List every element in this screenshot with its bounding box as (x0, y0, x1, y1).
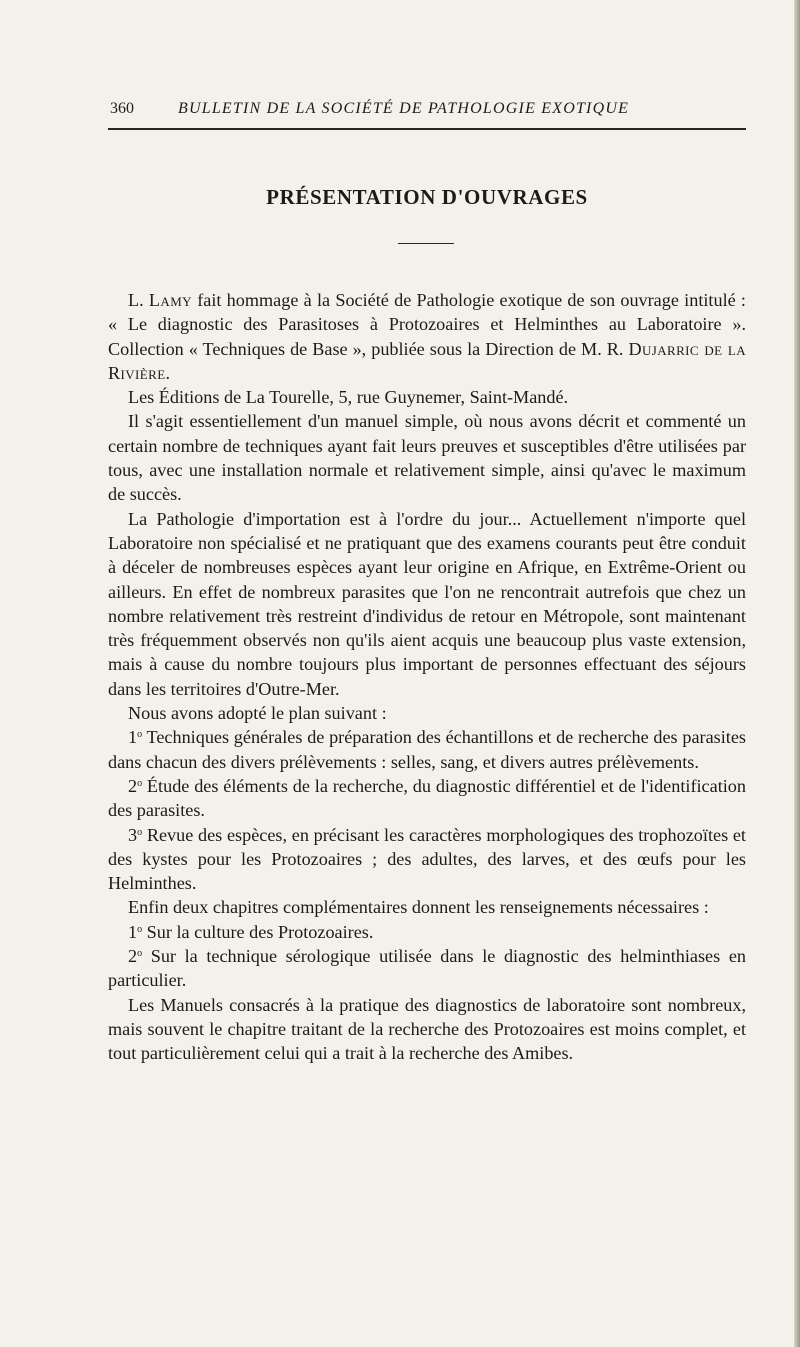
paragraph-conclusion: Les Manuels consacrés à la pratique des diagnostics de laboratoire sont nombreux, mais souvent le chapitre traitant de la recherche des Protozoaires est moins complet, et tout particulièrement celui qui a trait à la recherche des Amibes. (108, 994, 746, 1064)
paragraph-intro (108, 288, 746, 385)
intro-text: fait hommage à la Société de Pathologie exotique de son ouvrage intitulé : « Le diagnostic des Parasitoses à Protozoaires et Helminthes au Laboratoire ». Collection « Techniques de Base », publiée sous la Direction de M. R. (108, 290, 746, 359)
item-ordinal: o (137, 729, 143, 741)
page-edge-shadow (794, 0, 800, 1347)
item-text: Sur la culture des Protozoaires. (142, 921, 374, 942)
running-title: BULLETIN DE LA SOCIÉTÉ DE PATHOLOGIE EXOTIQUE (178, 100, 630, 117)
paragraph-context: La Pathologie d'importation est à l'ordre du jour... Actuellement n'importe quel Laboratoire non spécialisé et ne pratiquant que des examens courants peut être conduit à déceler de nombreuses espèces ayant leur origine en Afrique, en Extrême-Orient ou ailleurs. En effet de nombreux parasites que l'on ne rencontrait autrefois que chez un nombre relativement très restreint d'individus de retour en Métropole, sont maintenant très fréquemment observés non qu'ils aient acquis une beaucoup plus vaste extension, mais à cause du nombre toujours plus important de personnes effectuant des séjours dans les territoires d'Outre-Mer. (108, 508, 746, 699)
supplement-item (108, 920, 746, 944)
item-text: Sur la technique sérologique utilisée dans le diagnostic des helminthiases en particulier. (108, 946, 746, 991)
item-text: Étude des éléments de la recherche, du diagnostic différentiel et de l'identification des parasites. (108, 775, 746, 821)
article-body (108, 288, 746, 1066)
item-ordinal: o (137, 923, 143, 935)
item-ordinal: o (137, 777, 143, 789)
item-number: 2 (128, 775, 138, 796)
item-number: 2 (128, 946, 138, 967)
paragraph-publisher: Les Éditions de La Tourelle, 5, rue Guynemer, Saint-Mandé. (128, 387, 569, 408)
header-rule (108, 128, 746, 130)
item-text: Revue des espèces, en précisant les caractères morphologiques des trophozoïtes et des kystes pour les Protozoaires ; des adultes, des larves, et des œufs pour les Helminthes. (108, 824, 746, 894)
item-ordinal: o (137, 948, 143, 960)
author-name: Lamy (148, 290, 192, 310)
section-title: PRÉSENTATION D'OUVRAGES (266, 185, 588, 209)
item-text: Techniques générales de préparation des échantillons et de recherche des parasites dans chacun des divers prélèvements : selles, sang, et divers autres prélèvements. (108, 727, 746, 772)
paragraph-supplements: Enfin deux chapitres complémentaires donnent les renseignements nécessaires : (128, 897, 709, 918)
plan-item (108, 774, 746, 823)
intro-end: . (165, 362, 171, 383)
paragraph-description: Il s'agit essentiellement d'un manuel simple, où nous avons décrit et commenté un certain nombre de techniques ayant fait leurs preuves et susceptibles d'être utilisées par tous, avec une installation normale et relativement simple, ainsi qu'avec le maximum de succès. (108, 411, 746, 505)
item-number: 3 (128, 824, 138, 845)
item-number: 1 (128, 727, 138, 748)
page-number: 360 (110, 100, 134, 117)
plan-item (108, 725, 746, 774)
director-name: Dujarric de la Rivière (108, 338, 746, 383)
title-divider (398, 243, 454, 244)
plan-item (108, 823, 746, 896)
supplement-item (108, 944, 746, 993)
item-ordinal: o (137, 826, 143, 838)
paragraph-plan: Nous avons adopté le plan suivant : (128, 703, 387, 724)
item-number: 1 (128, 921, 138, 942)
author-initial: L. (128, 290, 149, 310)
